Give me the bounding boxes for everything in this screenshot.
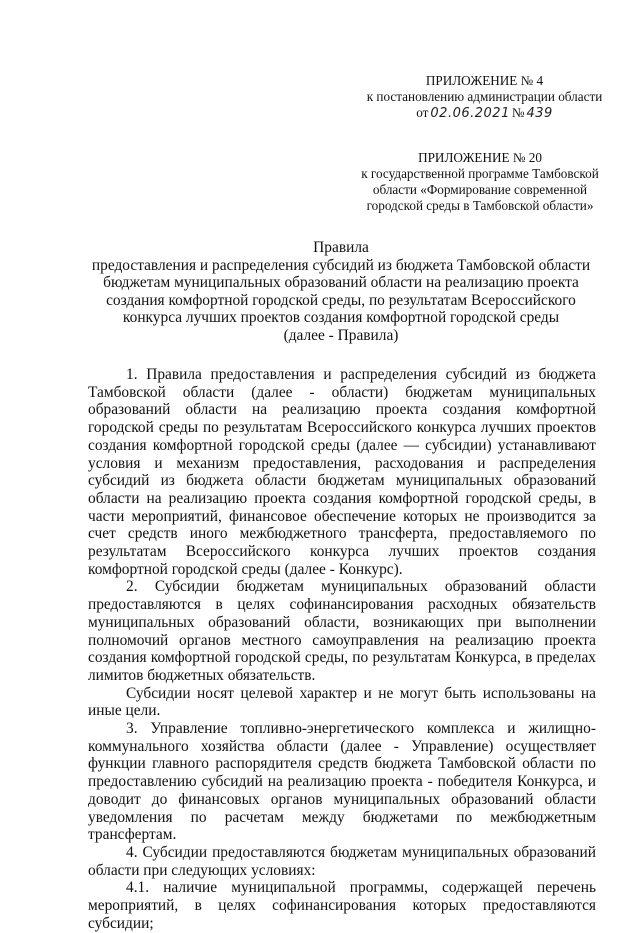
appendix-4-date-line	[362, 105, 607, 122]
number-prefix: №	[511, 105, 525, 120]
rules-heading	[86, 239, 596, 345]
paragraph-3: 3. Управление топливно-энергетического комплекса и жилищно-коммунального хозяйства области (далее - Управление) осуществляет функции главного распорядителя средств бюджета Тамбовской области по предоставлению субсидий на реализацию проекта - победителя Конкурса, и доводит до финансовых органов муниципальных образований области уведомления по расчетам между бюджетами по межбюджетным трансфертам.	[88, 720, 596, 844]
appendix-20-line-2: области «Формирование современной	[372, 182, 588, 197]
appendix-20-line-3: городской среды в Тамбовской области»	[366, 198, 594, 213]
heading-title: Правила	[313, 239, 369, 256]
paragraph-2: 2. Субсидии бюджетам муниципальных образований области предоставляются в целях софинансирования расходных обязательств муниципальных образований области, возникающих при выполнении полномочий органов местного самоуправления на реализацию проекта создания комфортной городской среды, по результатам Конкурса, в пределах лимитов бюджетных обязательств.	[88, 578, 596, 684]
appendix-20-title: ПРИЛОЖЕНИЕ № 20	[418, 150, 542, 165]
paragraph-4: 4. Субсидии предоставляются бюджетам муниципальных образований области при следующих условиях:	[88, 843, 596, 879]
paragraph-1: 1. Правила предоставления и распределения субсидий из бюджета Тамбовской области (далее - области) бюджетам муниципальных образований области на реализацию проекта создания комфортной городской среды по результатам Всероссийского конкурса лучших проектов создания комфортной городской среды (далее — субсидии) устанавливают условия и механизм предоставления, расходования и распределения субсидий из бюджета области бюджетам муниципальных образований области на реализацию проекта создания комфортной городской среды, в части мероприятий, финансовое обеспечение которых не производится за счет средств иного межбюджетного трансферта, предоставляемого по результатам Всероссийского конкурса лучших проектов создания комфортной городской среды (далее - Конкурс).	[88, 366, 596, 578]
appendix-20-block	[354, 150, 606, 214]
paragraph-2-note: Субсидии носят целевой характер и не могут быть использованы на иные цели.	[88, 684, 596, 720]
appendix-4-title: ПРИЛОЖЕНИЕ № 4	[425, 73, 544, 88]
heading-line-2: бюджетам муниципальных образований области на реализацию проекта	[103, 274, 579, 292]
handwritten-date: 02.06.2021	[430, 106, 510, 121]
heading-line-4: конкурса лучших проектов создания комфортной городской среды	[122, 309, 560, 327]
heading-line-1: предоставления и распределения субсидий из бюджета Тамбовской области	[91, 256, 591, 274]
appendix-20-line-1: к государственной программе Тамбовской	[361, 166, 599, 181]
appendix-4-block	[362, 73, 607, 122]
date-prefix: от	[416, 105, 429, 120]
heading-line-5: (далее - Правила)	[283, 326, 399, 344]
handwritten-number: 439	[526, 106, 553, 121]
heading-line-3: создания комфортной городской среды, по результатам Всероссийского	[106, 291, 576, 309]
appendix-4-subtitle: к постановлению администрации области	[366, 89, 603, 104]
paragraph-4-1: 4.1. наличие муниципальной программы, содержащей перечень мероприятий, в целях софинансирования которых предоставляются субсидии;	[88, 879, 596, 932]
rules-body	[88, 366, 596, 933]
